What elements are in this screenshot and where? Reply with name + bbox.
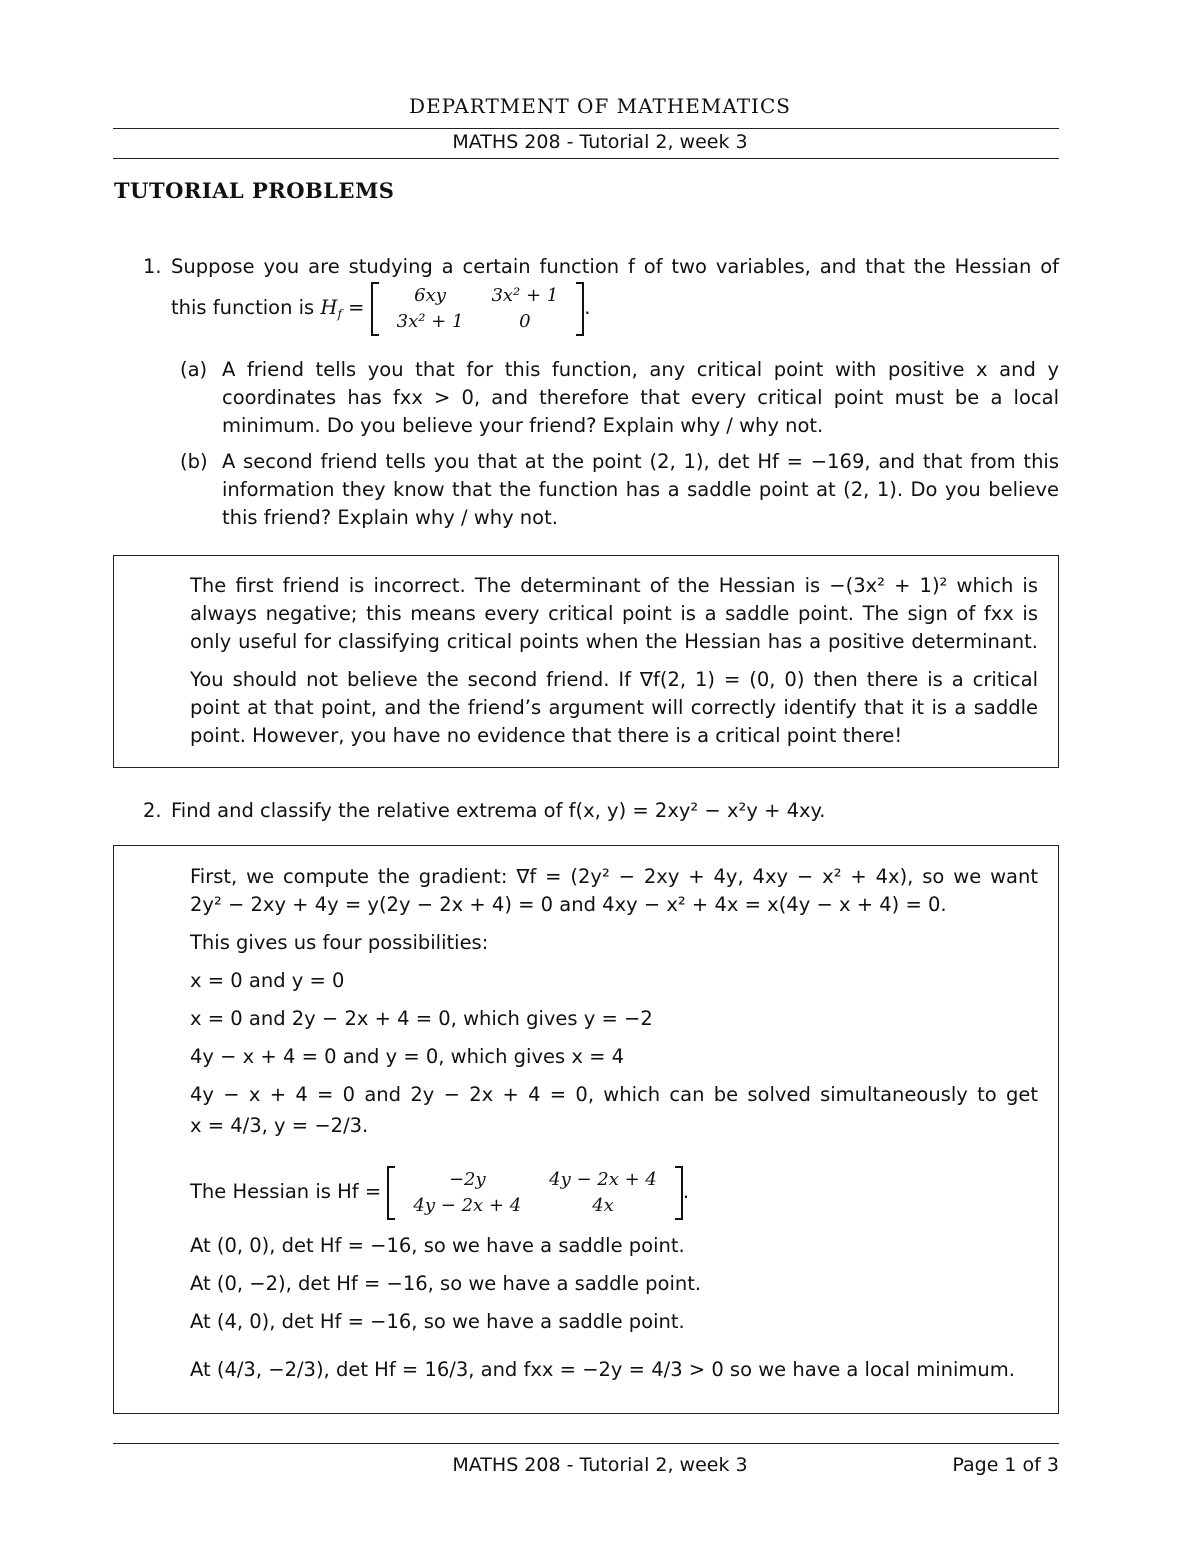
matrix-cell: 6xy xyxy=(414,284,446,306)
footer-rule xyxy=(113,1443,1059,1444)
statement-prefix: this function is xyxy=(171,296,315,319)
matrix-cell: 0 xyxy=(519,310,531,332)
matrix-cell: 4y − 2x + 4 xyxy=(413,1194,522,1216)
matrix-cell: 3x² + 1 xyxy=(491,284,559,306)
solution-2-line: This gives us four possibilities: xyxy=(190,931,489,954)
header-rule-bottom xyxy=(113,158,1059,159)
part-a-line: minimum. Do you believe your friend? Explain why / why not. xyxy=(222,414,824,437)
matrix-cell: 3x² + 1 xyxy=(396,310,464,332)
hessian-intro: The Hessian is Hf = xyxy=(190,1180,382,1203)
problem-2-statement: Find and classify the relative extrema of f(x, y) = 2xy² − x²y + 4xy. xyxy=(171,799,826,822)
course-line xyxy=(0,131,1200,153)
hessian-matrix-1 xyxy=(371,282,585,336)
hessian-matrix-2 xyxy=(387,1166,682,1220)
solution-2-line: x = 4/3, y = −2/3. xyxy=(190,1114,369,1137)
part-b-line: information they know that the function has a saddle point at (2, 1). Do you believe xyxy=(222,478,1059,501)
solution-2-line: At (4, 0), det Hf = −16, so we have a saddle point. xyxy=(190,1310,685,1333)
solution-1-line: The first friend is incorrect. The determinant of the Hessian is −(3x² + 1)² which is xyxy=(190,574,1038,597)
solution-2-line: 4y − x + 4 = 0 and y = 0, which gives x = 4 xyxy=(190,1045,625,1068)
footer-course-line: MATHS 208 - Tutorial 2, week 3 xyxy=(452,1454,748,1476)
matrix-cell: −2y xyxy=(448,1168,486,1190)
solution-2-line: 2y² − 2xy + 4y = y(2y − 2x + 4) = 0 and 4xy − x² + 4x = x(4y − x + 4) = 0. xyxy=(190,893,947,916)
solution-1-line: You should not believe the second friend. If ∇f(2, 1) = (0, 0) then there is a critical xyxy=(190,668,1038,691)
course-line-text: MATHS 208 - Tutorial 2, week 3 xyxy=(452,131,748,153)
hessian-line-2: The Hessian is Hf = −2y 4y − 2x + 4 4y − 2x + 4 4x . xyxy=(190,1164,689,1220)
solution-1-line: point at that point, and the friend’s argument will correctly identify that it is a saddle xyxy=(190,696,1038,719)
part-a-line: coordinates has fxx > 0, and therefore that every critical point must be a local xyxy=(222,386,1059,409)
solution-1-line: only useful for classifying critical points when the Hessian has a positive determinant. xyxy=(190,630,1038,653)
hessian-symbol: $H_f$ xyxy=(320,296,342,321)
matrix-cell: 4x xyxy=(592,1194,614,1216)
problem-1-statement-line1: Suppose you are studying a certain function f of two variables, and that the Hessian of xyxy=(171,255,1059,278)
solution-2-line: First, we compute the gradient: ∇f = (2y² − 2xy + 4y, 4xy − x² + 4x), so we want xyxy=(190,865,1038,888)
solution-1-line: always negative; this means every critical point is a saddle point. The sign of fxx is xyxy=(190,602,1038,625)
matrix-cell: 4y − 2x + 4 xyxy=(549,1168,657,1190)
page-number: Page 1 of 3 xyxy=(952,1454,1059,1476)
solution-2-line: x = 0 and y = 0 xyxy=(190,969,345,992)
part-b-line: this friend? Explain why / why not. xyxy=(222,506,558,529)
solution-1-line: point. However, you have no evidence that there is a critical point there! xyxy=(190,724,903,747)
part-a-line: A friend tells you that for this function, any critical point with positive x and y xyxy=(222,358,1059,381)
section-title: TUTORIAL PROBLEMS xyxy=(114,178,395,203)
solution-2-line: At (0, −2), det Hf = −16, so we have a saddle point. xyxy=(190,1272,702,1295)
solution-2-line: At (4/3, −2/3), det Hf = 16/3, and fxx = −2y = 4/3 > 0 so we have a local minimum. xyxy=(190,1358,1015,1381)
part-a-label: (a) xyxy=(180,358,208,381)
part-b-line: A second friend tells you that at the point (2, 1), det Hf = −169, and that from this xyxy=(222,450,1059,473)
solution-2-line: 4y − x + 4 = 0 and 2y − 2x + 4 = 0, which can be solved simultaneously to get xyxy=(190,1083,1038,1106)
department-text: DEPARTMENT OF MATHEMATICS xyxy=(409,94,791,118)
problem-1-statement-line2: this function is $H_f$ = 6xy 3x² + 1 3x² + 1 0 . xyxy=(171,280,590,336)
solution-2-line: At (0, 0), det Hf = −16, so we have a saddle point. xyxy=(190,1234,685,1257)
header-rule-top xyxy=(113,128,1059,129)
solution-2-line: x = 0 and 2y − 2x + 4 = 0, which gives y = −2 xyxy=(190,1007,653,1030)
problem-1-number: 1. xyxy=(143,255,162,278)
problem-2-number: 2. xyxy=(143,799,162,822)
part-b-label: (b) xyxy=(180,450,208,473)
department-heading xyxy=(0,94,1200,118)
